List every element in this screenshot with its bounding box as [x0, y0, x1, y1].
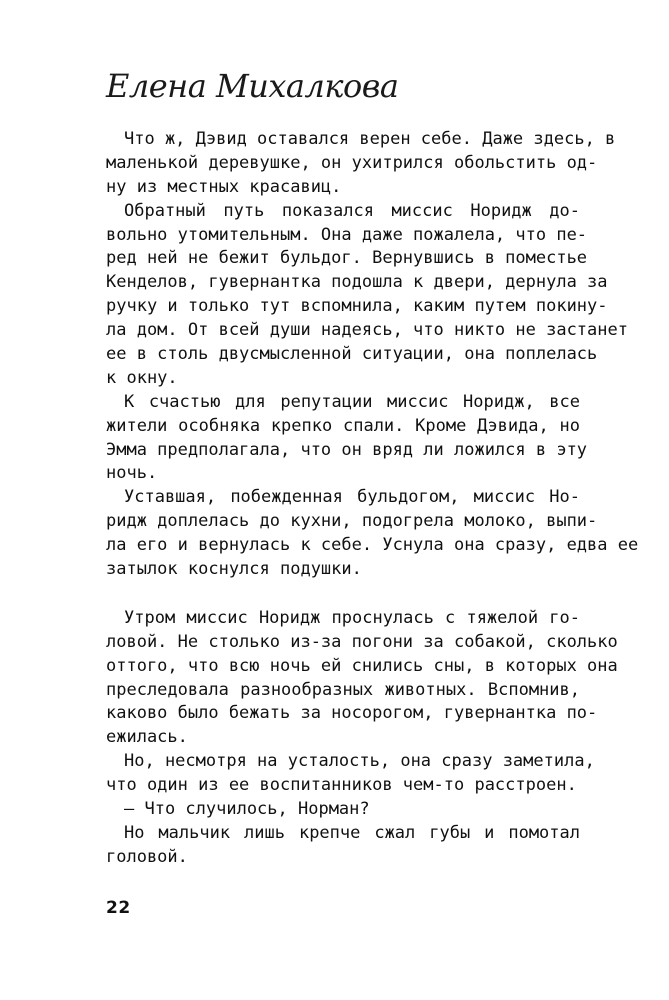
text-line: Но, несмотря на усталость, она сразу заметила, [124, 751, 595, 772]
text-line: к окну. [106, 367, 178, 388]
text-line: Эмма предполагала, что он вряд ли ложился в эту [106, 439, 588, 460]
page-number: 22 [106, 898, 131, 918]
text-line: жители особняка крепко спали. Кроме Дэвида, но [106, 415, 580, 436]
text-line: ее в столь двусмысленной ситуации, она поплелась [106, 344, 598, 365]
text-line: Кенделов, гувернантка подошла к двери, дернула за [106, 272, 608, 293]
text-line: Обратный путь показался миссис Норидж до- [124, 200, 580, 221]
text-line: ла его и вернулась к себе. Уснула она сразу, едва ее [106, 535, 639, 556]
text-line: ловой. Не столько из-за погони за собакой, сколько [106, 631, 618, 652]
text-line: — Что случилось, Норман? [124, 799, 370, 820]
text-line: ночь. [106, 463, 158, 484]
text-line: ну из местных красавиц. [106, 176, 342, 197]
text-line: ридж доплелась до кухни, подогрела молоко, выпи- [106, 511, 598, 532]
text-line: затылок коснулся подушки. [106, 559, 362, 580]
text-line: маленькой деревушке, он ухитрился обольстить од- [106, 152, 598, 173]
text-line: Что ж, Дэвид оставался верен себе. Даже здесь, в [124, 129, 616, 149]
text-line: ручку и только тут вспомнила, каким путем покину- [106, 296, 608, 317]
text-line: Уставшая, побежденная бульдогом, миссис Но- [124, 487, 580, 508]
paragraph [106, 486, 639, 582]
text-line: К счастью для репутации миссис Норидж, все [124, 391, 580, 412]
running-header-author: Елена Михалкова [106, 67, 399, 105]
paragraph [106, 128, 616, 200]
text-line: каково было бежать за носорогом, гувернантка по- [106, 703, 598, 724]
section-break [106, 582, 580, 607]
paragraph [106, 607, 618, 750]
text-line: ла дом. От всей души надеясь, что никто не застанет [106, 320, 628, 341]
paragraph [106, 822, 580, 870]
text-line: что один из ее воспитанников чем-то расстроен. [106, 775, 577, 796]
text-line: ежилась. [106, 727, 188, 748]
text-line: Утром миссис Норидж проснулась с тяжелой го- [124, 607, 580, 628]
text-line: преследовала разнообразных животных. Вспомнив, [106, 679, 580, 700]
text-line: Но мальчик лишь крепче сжал губы и помотал [124, 822, 580, 843]
text-line: головой. [106, 846, 188, 867]
paragraph [106, 750, 595, 798]
text-line: ред ней не бежит бульдог. Вернувшись в поместье [106, 248, 588, 269]
body-text [106, 128, 639, 870]
paragraph [106, 798, 580, 822]
text-line: вольно утомительным. Она даже пожалела, что пе- [106, 224, 588, 245]
paragraph [106, 200, 628, 391]
text-line: оттого, что всю ночь ей снились сны, в которых она [106, 655, 618, 676]
paragraph [106, 391, 588, 487]
